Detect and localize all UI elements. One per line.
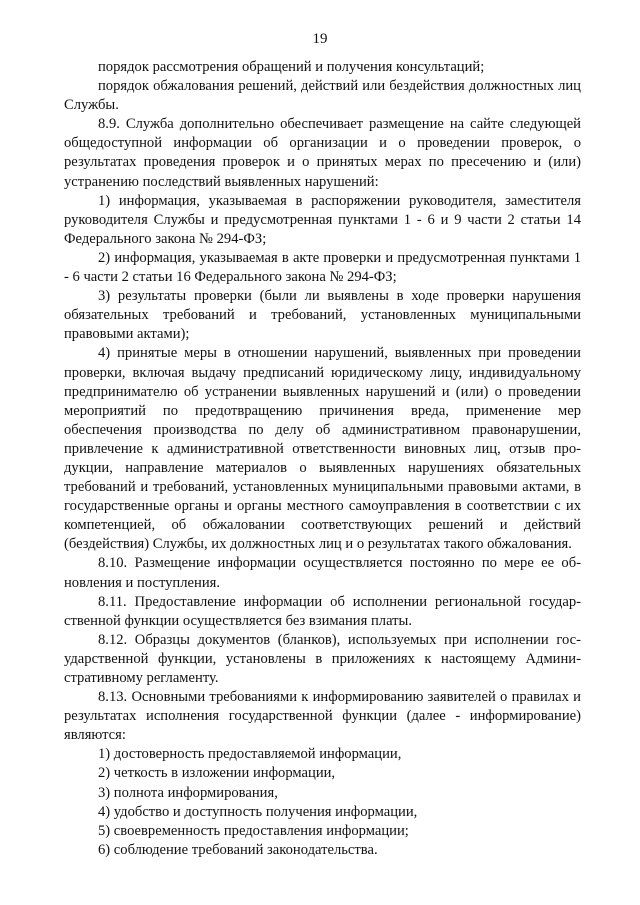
paragraph-appeal-procedure: порядок обжалования решений, действий или бездействия должностных лиц Службы. bbox=[64, 78, 581, 114]
document-body bbox=[64, 58, 581, 860]
page-number: 19 bbox=[312, 31, 328, 47]
paragraph-8-9: 8.9. Служба дополнительно обеспечивает размещение на сайте следующей общедоступной информации об организации и о проведении проверок, о результатах проведения проверок и о принятых мерах по пресечению и (или) устранению последствий выявленных нарушений: bbox=[64, 116, 581, 190]
list-item-8-13-2: 2) четкость в изложении информации, bbox=[98, 765, 336, 782]
paragraph-8-12: 8.12. Образцы документов (бланков), используемых при исполнении государственной функции, установлены в приложениях к настоящему Административному регламенту. bbox=[64, 631, 581, 686]
list-item-8-9-1: 1) информация, указываемая в распоряжении руководителя, заместителя руководителя Службы и предусмотренная пунктами 1 - 6 и 9 части 2 статьи 14 Федерального закона № 294-ФЗ; bbox=[64, 192, 581, 247]
paragraph-8-10: 8.10. Размещение информации осуществляется постоянно по мере ее обновления и поступления. bbox=[64, 555, 581, 591]
paragraph-8-13: 8.13. Основными требованиями к информированию заявителей о правилах и результатах исполнения государственной функции (далее - информирование) являются: bbox=[64, 689, 581, 744]
list-item-8-13-4: 4) удобство и доступность получения информации, bbox=[98, 803, 418, 820]
list-item-8-9-3: 3) результаты проверки (были ли выявлены в ходе проверки нарушения обязательных требований и требований, установленных муниципальными правовыми актами); bbox=[64, 288, 581, 343]
list-item-8-13-6: 6) соблюдение требований законодательства. bbox=[98, 841, 378, 858]
paragraph-8-11: 8.11. Предоставление информации об исполнении региональной государственной функции осуществляется без взимания платы. bbox=[64, 593, 581, 629]
list-item-8-9-2: 2) информация, указываемая в акте проверки и предусмотренная пунктами 1 - 6 части 2 статьи 16 Федерального закона № 294-ФЗ; bbox=[64, 249, 581, 286]
list-item-8-13-5: 5) своевременность предоставления информации; bbox=[98, 822, 409, 839]
paragraph-review-procedure: порядок рассмотрения обращений и получения консультаций; bbox=[98, 59, 485, 75]
list-item-8-13-1: 1) достоверность предоставляемой информации, bbox=[98, 746, 402, 763]
list-item-8-9-4: 4) принятые меры в отношении нарушений, выявленных при проведении проверки, включая выдачу предписаний юридическому лицу, индивидуальному предпринимателю об устранении выявленных нарушений и (или) о проведении мероприятий по предотвращению причинения вреда, применение мер обеспечения производства по делу об административном правонарушении, привлечение к административной ответственности виновных лиц, отзыв продукции, направление материалов о выявленных нарушениях обязательных требований и требований, установленных муниципальными правовыми актами, в государственные органы и органы местного самоуправления в соответствии с их компетенцией, об обжаловании соответствующих решений и действий (бездействия) Службы, их должностных лиц и о результатах такого обжалования. bbox=[64, 345, 581, 553]
list-item-8-13-3: 3) полнота информирования, bbox=[98, 784, 278, 801]
